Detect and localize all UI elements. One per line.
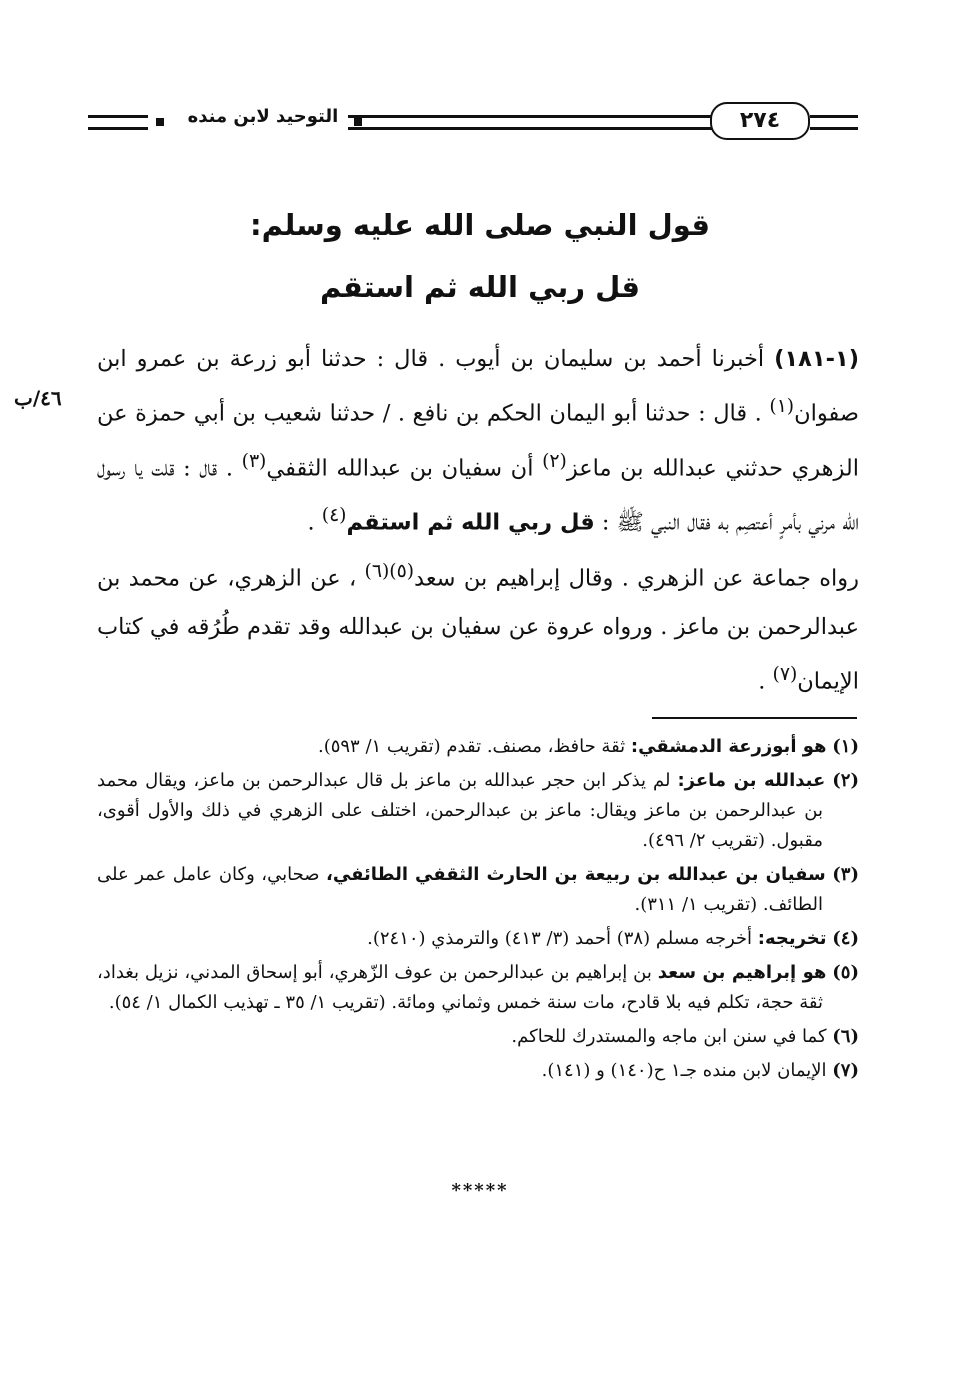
footnote-ref-2[interactable]: (٢) [542, 450, 567, 472]
footnote-ref-6[interactable]: (٦) [364, 561, 390, 582]
header-rule-mid [348, 115, 768, 130]
footnote-number: (١) [832, 736, 859, 757]
footnote-bold: تخريجه: [757, 928, 827, 949]
manuscript-folio-marker: ٤٦/ب [14, 386, 62, 410]
header-rule-right [810, 115, 858, 130]
footnote-ref-1[interactable]: (١) [769, 396, 795, 417]
running-title: التوحيد لابن منده [178, 106, 348, 127]
footnote-ref-7[interactable]: (٧) [772, 663, 798, 685]
header-rule-left [88, 115, 148, 130]
footnote-text: ثقة حافظ، مصنف. تقدم (تقريب ١/ ٥٩٣). [317, 736, 631, 757]
footnote-ref-3[interactable]: (٣) [241, 450, 267, 472]
hadith-text-b: . قال : حدثنا أبو اليمان الحكم بن نافع . / حدثنا شعيب بن أبي حمزة عن الزهري حدثني عبدالله بن ماعز [97, 400, 860, 481]
page-number: ٢٧٤ [710, 102, 810, 140]
footnote-number: (٤) [832, 928, 859, 949]
footnote-text: كما في سنن ابن ماجه والمستدرك للحاكم. [511, 1026, 827, 1047]
footnote-text: بن إبراهيم بن عبدالرحمن بن عوف الزّهري، أبو إسحاق المدني، نزيل بغداد، ثقة حجة، تكلم فيه بلا قادح، مات سنة خمس وثماني ومائة. (تقريب ١/ ٣٥ ـ تهذيب الكمال ١/ ٥٤). [97, 962, 823, 1013]
footnote [97, 1056, 859, 1086]
footnote [97, 860, 859, 920]
end-mark: ***** [451, 1180, 509, 1201]
footnote-bold: عبدالله بن ماعز: [677, 770, 826, 791]
footnote [97, 1022, 859, 1052]
narration-text-a: رواه جماعة عن الزهري . وقال إبراهيم بن سعد [414, 565, 859, 592]
hadith-text-a: أخبرنا أحمد بن سليمان بن أيوب . قال : حدثنا أبو زرعة بن عمرو ابن صفوان [97, 346, 859, 427]
narration-text-b: ، عن الزهري، عن محمد بن عبدالرحمن بن ماعز . ورواه عروة عن سفيان بن عبدالله وقد تقدم طُرُقه في كتاب الإيمان [97, 565, 859, 694]
footnote-bold: سفيان بن عبدالله بن ربيعة بن الحارث الثقفي الطائفي، [326, 864, 826, 885]
footnote [97, 732, 859, 762]
footnote-number: (٥) [832, 962, 859, 983]
footnote [97, 766, 859, 856]
hadith-text-c: أن سفيان بن عبدالله الثقفي [266, 455, 543, 481]
footnote-number: (٢) [832, 770, 859, 791]
footnote-bold: هو أبوزرعة الدمشقي: [630, 736, 827, 757]
footnote-text: لم يذكر ابن حجر عبدالله بن ماعز بل قال عبدالرحمن بن ماعز، ويقال محمد بن عبدالرحمن بن ماعز ويقال: ماعز بن عبدالرحمن، اختلف على الزهري في ذلك والأول أقوى، مقبول. (تقريب ٢/ ٤٩٦). [97, 770, 823, 851]
chapter-title-line1: قول النبي صلى الله عليه وسلم: [250, 208, 710, 242]
footnote-bold: هو إبراهيم بن سعد [657, 962, 827, 983]
hadith-paragraph [97, 335, 859, 547]
footnotes [97, 732, 859, 1090]
hadith-quote: قل ربي الله ثم استقم [346, 509, 595, 536]
footnote-separator [652, 717, 857, 719]
narration-paragraph [97, 548, 859, 705]
hadith-text-e: . [307, 509, 322, 536]
footnote-text: الإيمان لابن منده جـ١ ح(١٤٠) و (١٤١). [541, 1060, 827, 1081]
footnote-text: صحابي، وكان عامل عمر على الطائف. (تقريب ١/ ٣١١). [97, 864, 823, 915]
footnote [97, 958, 859, 1018]
narration-text-c: . [758, 668, 773, 694]
footnote-number: (٦) [832, 1026, 859, 1047]
footnote [97, 924, 859, 954]
footnote-number: (٣) [832, 864, 859, 885]
footnote-number: (٧) [832, 1060, 859, 1081]
hadith-text-d: . قال : قلت يا رسول الله مرني بأمرٍ أعتصِم به فقال النبي ﷺ : [97, 455, 859, 536]
header-square-left [156, 118, 164, 126]
page-header [88, 100, 858, 140]
footnote-ref-4[interactable]: (٤) [321, 505, 347, 526]
hadith-number: (١-١٨١) [774, 346, 859, 372]
chapter-title-line2: قل ربي الله ثم استقم [320, 270, 640, 304]
footnote-text: أخرجه مسلم (٣٨) أحمد (٣/ ٤١٣) والترمذي (٢٤١٠). [367, 928, 758, 949]
footnote-ref-5[interactable]: (٥) [389, 561, 415, 582]
